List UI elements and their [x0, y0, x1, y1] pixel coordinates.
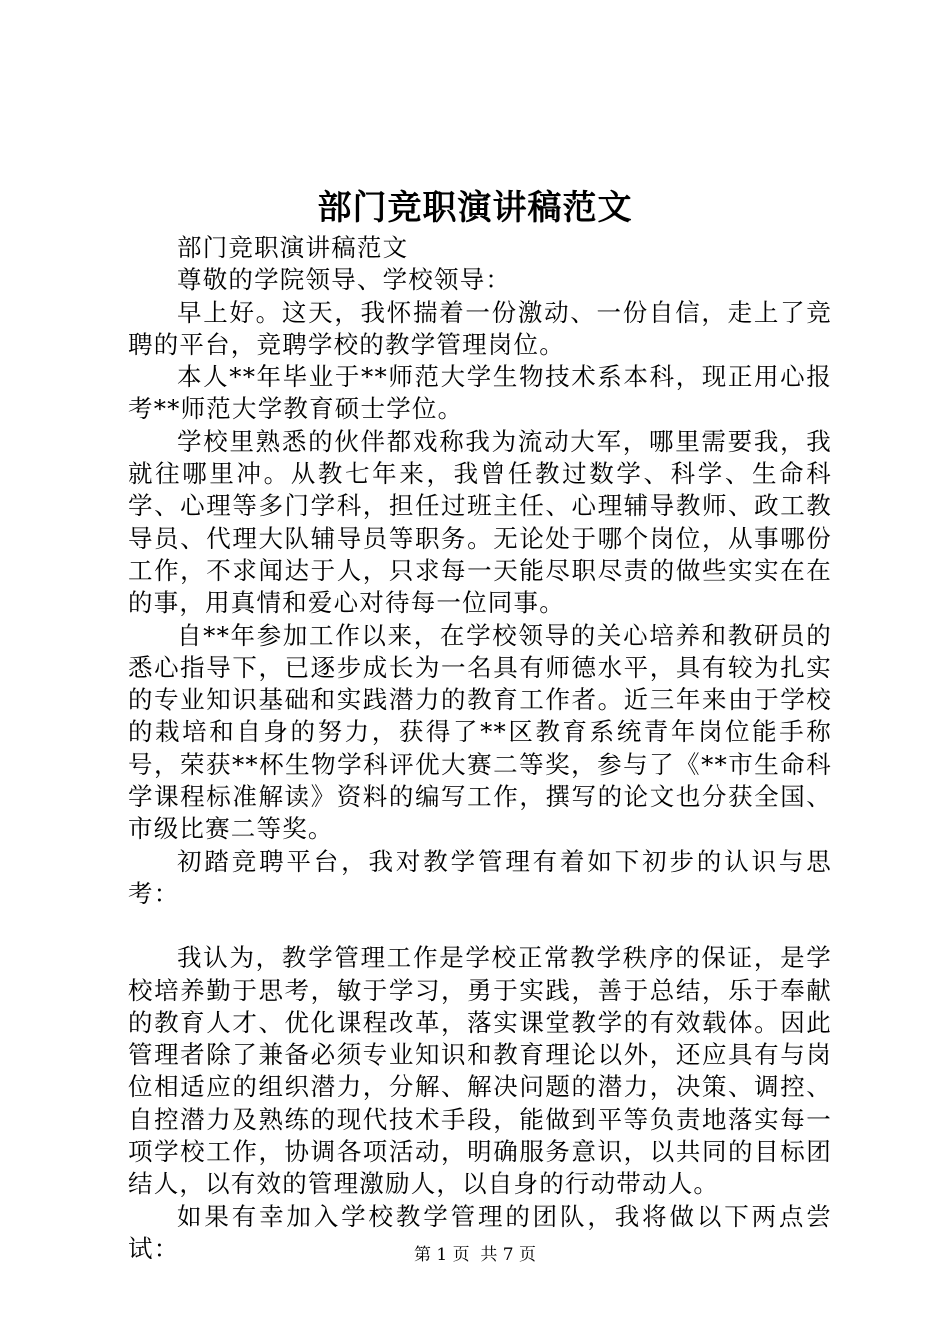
page-number-label: 第 1 页 共 7 页 [413, 1245, 537, 1265]
paragraph: 早上好。这天，我怀揣着一份激动、一份自信，走上了竞聘的平台，竞聘学校的教学管理岗位。 [128, 297, 832, 359]
paragraph-spacer [128, 910, 832, 942]
paragraph: 自**年参加工作以来，在学校领导的关心培养和教研员的悉心指导下，已逐步成长为一名具有师德水平，具有较为扎实的专业知识基础和实践潜力的教育工作者。近三年来由于学校的栽培和自身的努力，获得了**区教育系统青年岗位能手称号，荣获**杯生物学科评优大赛二等奖，参与了《**市生命科学课程标准解读》资料的编写工作，撰写的论文也分获全国、市级比赛二等奖。 [128, 620, 832, 844]
document-title: 部门竞职演讲稿范文 [317, 188, 633, 228]
paragraph-salutation: 尊敬的学院领导、学校领导： [177, 265, 512, 295]
paragraph-subtitle: 部门竞职演讲稿范文 [177, 233, 409, 262]
paragraph: 初踏竞聘平台，我对教学管理有着如下初步的认识与思考： [128, 846, 832, 908]
paragraph: 学校里熟悉的伙伴都戏称我为流动大军，哪里需要我，我就往哪里冲。从教七年来，我曾任教过数学、科学、生命科学、心理等多门学科，担任过班主任、心理辅导教师、政工教导员、代理大队辅导员等职务。无论处于哪个岗位，从事哪份工作，不求闻达于人，只求每一天能尽职尽责的做些实实在在的事，用真情和爱心对待每一位同事。 [128, 426, 832, 618]
paragraph: 我认为，教学管理工作是学校正常教学秩序的保证，是学校培养勤于思考，敏于学习，勇于实践，善于总结，乐于奉献的教育人才、优化课程改革，落实课堂教学的有效载体。因此管理者除了兼备必须专业知识和教育理论以外，还应具有与岗位相适应的组织潜力，分解、解决问题的潜力，决策、调控、自控潜力及熟练的现代技术手段，能做到平等负责地落实每一项学校工作，协调各项活动，明确服务意识，以共同的目标团结人，以有效的管理激励人，以自身的行动带动人。 [128, 943, 832, 1199]
page-footer [0, 1244, 950, 1266]
document-body [128, 232, 832, 1265]
paragraph: 如果有幸加入学校教学管理的团队，我将做以下两点尝试： [128, 1201, 832, 1263]
paragraph: 本人**年毕业于**师范大学生物技术系本科，现正用心报考**师范大学教育硕士学位。 [128, 362, 832, 424]
